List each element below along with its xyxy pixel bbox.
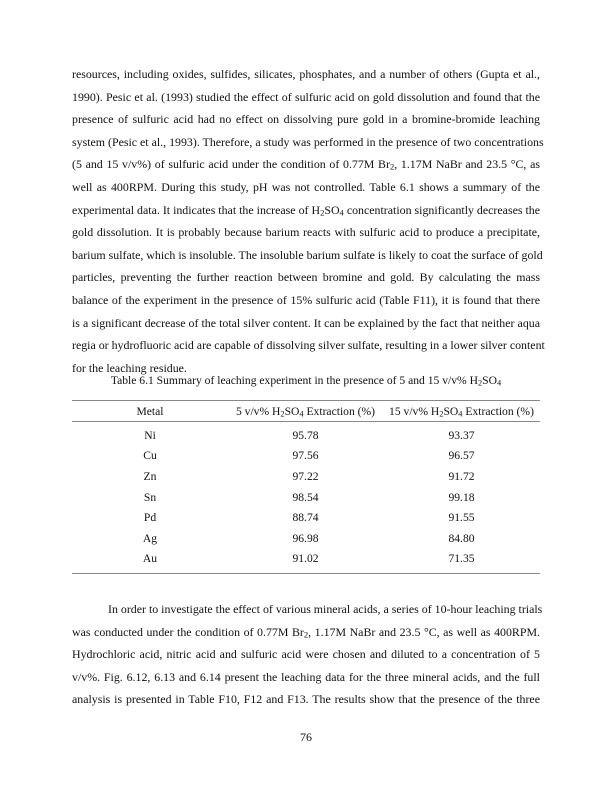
text-line: Hydrochloric acid, nitric acid and sulfuric acid were chosen and diluted to a concentration of 5: [72, 647, 540, 662]
text-line: system (Pesic et al., 1993). Therefore, a study was performed in the presence of two concentrations: [72, 134, 544, 149]
text-line: [72, 199, 540, 222]
subscript: 2: [303, 629, 309, 640]
cell-metal: Cu: [143, 449, 157, 463]
header-text: SO: [284, 404, 300, 418]
table-row: [72, 549, 540, 574]
text-run: concentration significantly decreases the: [343, 202, 540, 217]
cell-5pct: 96.98: [292, 531, 319, 545]
text-line: for the leaching residue.: [72, 360, 187, 375]
text-line: analysis is presented in Table F10, F12 and F13. The results show that the presence of the three: [72, 692, 540, 707]
cell-15pct: 91.72: [448, 469, 475, 483]
table-row: [72, 422, 540, 446]
subscript: 4: [339, 207, 344, 218]
text-line: v/v%. Fig. 6.12, 6.13 and 6.14 present the leaching data for the three mineral acids, and the full: [72, 669, 540, 684]
text-run: experimental data. It indicates that the increase of H: [72, 202, 321, 217]
cell-metal: Ag: [142, 531, 158, 545]
cell-metal: Zn: [143, 469, 157, 483]
subscript: 4: [299, 409, 304, 418]
text-run: SO: [324, 202, 340, 217]
text-line: regia or hydrofluoric acid are capable of dissolving silver sulfate, resulting in a lower silver content: [72, 338, 545, 353]
text-run: , 1.17M NaBr and 23.5 °C, as well as 400RPM.: [308, 624, 540, 639]
cell-metal: Au: [72, 549, 228, 574]
cell-metal: Sn: [143, 490, 157, 504]
subscript: 2: [389, 161, 395, 172]
text-line: gold dissolution. It is probably because barium reacts with sulfuric acid to produce a precipitate,: [72, 225, 540, 240]
cell-metal: Pd: [143, 511, 157, 525]
page-number: 76: [300, 730, 312, 744]
header-5pct-extraction: [228, 401, 383, 422]
text-line: In order to investigate the effect of various mineral acids, a series of 10-hour leaching trials: [108, 602, 543, 616]
cell-5pct: 97.56: [292, 449, 319, 463]
text-line: particles, preventing the further reaction between bromine and gold. By calculating the mass: [72, 270, 540, 285]
cell-15pct: 84.80: [448, 531, 475, 545]
cell-15pct: 71.35: [383, 549, 540, 574]
paragraph-sulfuric-acid-effect: [72, 63, 545, 379]
text-run: (5 and 15 v/v%) of sulfuric acid under the condition of 0.77M Br: [72, 157, 390, 172]
subscript: 4: [458, 409, 463, 418]
cell-5pct: 97.22: [292, 469, 319, 483]
text-run: , 1.17M NaBr and 23.5 °C, as: [394, 157, 540, 172]
table-row: [72, 528, 540, 549]
table-row: [72, 466, 540, 487]
leaching-summary-table: [72, 400, 540, 574]
header-metal: Metal: [136, 404, 164, 418]
header-text: Extraction (%): [303, 404, 376, 418]
text-line: [72, 621, 540, 644]
paragraph-mineral-acids: [72, 598, 543, 711]
subscript: 2: [478, 378, 483, 388]
table-caption: [72, 374, 540, 387]
subscript: 2: [439, 409, 444, 418]
cell-5pct: 98.54: [292, 490, 319, 504]
text-line: balance of the experiment in the presence of 15% sulfuric acid (Table F11), it is found that there: [72, 292, 540, 307]
header-text: SO: [443, 404, 459, 418]
subscript: 2: [320, 207, 325, 218]
cell-5pct: 95.78: [292, 428, 319, 442]
cell-15pct: 91.55: [448, 511, 475, 525]
subscript: 2: [280, 409, 285, 418]
cell-15pct: 96.57: [448, 449, 475, 463]
cell-15pct: 99.18: [448, 490, 475, 504]
text-line: barium sulfate, which is insoluble. The insoluble barium sulfate is likely to coat the surface of gold: [72, 247, 543, 262]
header-text: 5 v/v% H: [235, 404, 281, 418]
header-text: 15 v/v% H: [389, 404, 440, 418]
cell-5pct: 91.02: [228, 549, 383, 574]
text-line: presence of sulfuric acid had no effect on dissolving pure gold in a bromine-bromide leaching: [72, 112, 540, 127]
subscript: 4: [497, 378, 502, 388]
text-line: 1990). Pesic et al. (1993) studied the effect of sulfuric acid on gold dissolution and found that the: [72, 89, 540, 104]
text-run: was conducted under the condition of 0.77M Br: [72, 624, 304, 639]
table-row: [72, 487, 540, 508]
caption-text: Table 6.1 Summary of leaching experiment in the presence of 5 and 15 v/v% H: [110, 374, 478, 387]
header-15pct-extraction: [383, 401, 540, 422]
cell-5pct: 88.74: [292, 511, 319, 525]
cell-metal: Ni: [144, 428, 156, 442]
text-line: [72, 153, 540, 176]
table-header-row: [72, 401, 540, 422]
header-text: Extraction (%): [462, 404, 534, 418]
text-line: well as 400RPM. During this study, pH was not controlled. Table 6.1 shows a summary of the: [72, 179, 540, 194]
text-line: is a significant decrease of the total silver content. It can be explained by the fact that neither aqua: [72, 315, 540, 330]
table-row: [72, 507, 540, 528]
table-row: [72, 446, 540, 467]
text-line: resources, including oxides, sulfides, silicates, phosphates, and a number of others (Gupta et al.,: [72, 67, 540, 81]
cell-15pct: 93.37: [448, 428, 475, 442]
caption-text: SO: [482, 374, 497, 387]
